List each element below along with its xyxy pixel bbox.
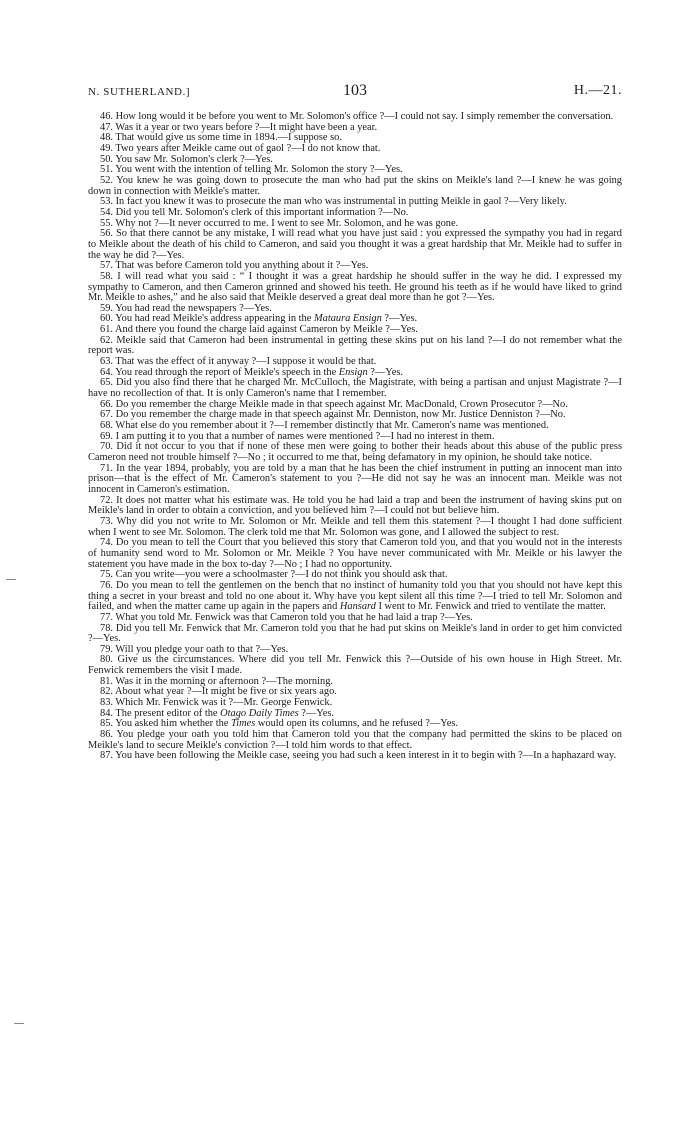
testimony-paragraph: 50. You saw Mr. Solomon's clerk ?—Yes. [100,153,273,165]
testimony-paragraph: 61. And there you found the charge laid against Cameron by Meikle ?—Yes. [100,324,418,336]
testimony-paragraph: 67. Do you remember the charge made in that speech against Mr. Denniston, now Mr. Justice Denniston ?—No. [100,409,566,421]
testimony-paragraph: 81. Was it in the morning or afternoon ?—The morning. [100,675,334,687]
testimony-paragraph: 77. What you told Mr. Fenwick was that Cameron told you that he had laid a trap ?—Yes. [100,611,473,623]
testimony-paragraph: 46. How long would it be before you went to Mr. Solomon's office ?—I could not say. I simply remember the conversation. [100,111,614,122]
testimony-paragraph: 59. You had read the newspapers ?—Yes. [100,302,272,314]
testimony-paragraph: 49. Two years after Meikle came out of gaol ?—I do not know that. [100,142,381,154]
testimony-paragraph: 86. You pledge your oath you told him that Cameron told you that the company had permitted the skins to be placed on Meikle's land to secure Meikle's conviction ?—I told him words to that effect. [88,729,622,751]
testimony-paragraph: 54. Did you tell Mr. Solomon's clerk of this important information ?—No. [100,206,409,218]
testimony-paragraph: 84. The present editor of the Otago Daily Times ?—Yes. [100,707,334,719]
testimony-paragraph: 58. I will read what you said : “ I thought it was a great hardship he should suffer in the way he did. I expressed my sympathy to Cameron, and then Cameron grinned and showed his teeth. He ground his teeth as if he would have liked to grind Mr. Meikle to ashes,” and he also said that Meikle deserved a great deal more than he got ?—Yes. [88,270,622,304]
testimony-paragraph: 87. You have been following the Meikle case, seeing you had such a keen interest in it to begin with ?—In a haphazard way. [100,750,617,762]
testimony-paragraph: 55. Why not ?—It never occurred to me. I went to see Mr. Solomon, and he was gone. [100,217,459,229]
testimony-paragraph: 72. It does not matter what his estimate was. He told you he had laid a trap and been the instrument of having skins put on Meikle's land in order to obtain a conviction, and you believed him ?—I could not but believe him. [88,494,622,517]
testimony-paragraph: 57. That was before Cameron told you anything about it ?—Yes. [100,260,369,272]
testimony-paragraph: 63. That was the effect of it anyway ?—I suppose it would be that. [100,356,377,368]
testimony-paragraph: 74. Do you mean to tell the Court that you believed this story that Cameron told you, and that you would not in the interests of humanity send word to Mr. Solomon or Mr. Meikle ? You have never communicated with Mr. Meikle or his lawyer the statement you have made in the box to-day ?—No ; I had no opportunity. [88,537,622,570]
page-header [88,82,622,104]
testimony-paragraph: 53. In fact you knew it was to prosecute the man who was instrumental in putting Meikle in gaol ?—Very likely. [100,196,567,208]
testimony-paragraph: 70. Did it not occur to you that if none of these men were going to bother their heads about this abuse of the public press Cameron need not trouble himself ?—No ; it occurred to me that, being defamatory in my opinion, he should take notice. [88,441,622,463]
testimony-paragraph: 82. About what year ?—It might be five or six years ago. [100,686,337,698]
testimony-paragraph: 66. Do you remember the charge Meikle made in that speech against Mr. MacDonald, Crown Prosecutor ?—No. [100,398,568,410]
testimony-paragraph: 68. What else do you remember about it ?—I remember distinctly that Mr. Cameron's name was mentioned. [100,420,549,432]
testimony-paragraph: 69. I am putting it to you that a number of names were mentioned ?—I had no interest in them. [100,430,495,442]
testimony-paragraph: 85. You asked him whether the Times would open its columns, and he refused ?—Yes. [100,718,458,730]
testimony-paragraph: 73. Why did you not write to Mr. Solomon or Mr. Meikle and tell them this statement ?—I thought I had done sufficient when I went to see Mr. Solomon. The clerk told me that Mr. Solomon was gone, and I allowed the subject to rest. [88,515,622,538]
testimony-body [88,112,622,762]
testimony-paragraph: 48. That would give us some time in 1894.—I suppose so. [100,132,342,144]
testimony-paragraph: 65. Did you also find there that he charged Mr. McCulloch, the Magistrate, with being a partisan and unjust Magistrate ?—I have no recollection of that. It is only Cameron's name that I remember. [88,377,622,400]
page-number: 103 [343,82,367,99]
testimony-paragraph: 62. Meikle said that Cameron had been instrumental in getting these skins put on his land ?—I do not remember what the report was. [88,334,622,357]
margin-mark [14,1023,24,1024]
testimony-paragraph: 51. You went with the intention of telling Mr. Solomon the story ?—Yes. [100,164,403,176]
margin-mark [6,579,16,580]
testimony-paragraph: 64. You read through the report of Meikle's speech in the Ensign ?—Yes. [100,366,403,378]
testimony-paragraph: 60. You had read Meikle's address appearing in the Mataura Ensign ?—Yes. [100,313,418,325]
testimony-paragraph: 56. So that there cannot be any mistake, I will read what you have just said : you expressed the sympathy you had in regard to Meikle about the death of his child to Cameron, and said you thought it was a great hardship that Mr. Meikle had to suffer in the way he did ?—Yes. [88,228,622,261]
document-reference: H.—21. [573,83,622,98]
testimony-paragraph: 79. Will you pledge your oath to that ?—Yes. [100,643,289,655]
testimony-paragraph: 76. Do you mean to tell the gentlemen on the bench that no instinct of humanity told you that you should not have kept this thing a secret in your breast and told no one about it. Why have you kept silent all this time ?—I tried to tell Mr. Solomon and failed, and when the matter came up again in the papers and Hansard I went to Mr. Fenwick and tried to ventilate the matter. [88,579,622,613]
testimony-paragraph: 75. Can you write—you were a schoolmaster ?—I do not think you should ask that. [100,569,448,581]
testimony-paragraph: 47. Was it a year or two years before ?—It might have been a year. [100,121,378,133]
testimony-paragraph: 80. Give us the circumstances. Where did you tell Mr. Fenwick this ?—Outside of his own house in High Street. Mr. Fenwick remembers the visit I made. [88,654,622,677]
testimony-paragraph: 52. You knew he was going down to prosecute the man who had put the skins on Meikle's land ?—I knew he was going down in connection with Meikle's matter. [88,174,622,197]
witness-name-header: N. SUTHERLAND.] [88,86,191,98]
testimony-paragraph: 78. Did you tell Mr. Fenwick that Mr. Cameron told you that he had put skins on Meikle's land in order to get him convicted ?—Yes. [88,622,622,645]
testimony-paragraph: 71. In the year 1894, probably, you are told by a man that he has been the chief instrument in putting an innocent man into prison—that is the effect of Mr. Cameron's statement to you ?—He did not say he was an innocent man. Meikle was not innocent in Cameron's estimation. [88,462,622,495]
testimony-paragraph: 83. Which Mr. Fenwick was it ?—Mr. George Fenwick. [100,697,333,709]
